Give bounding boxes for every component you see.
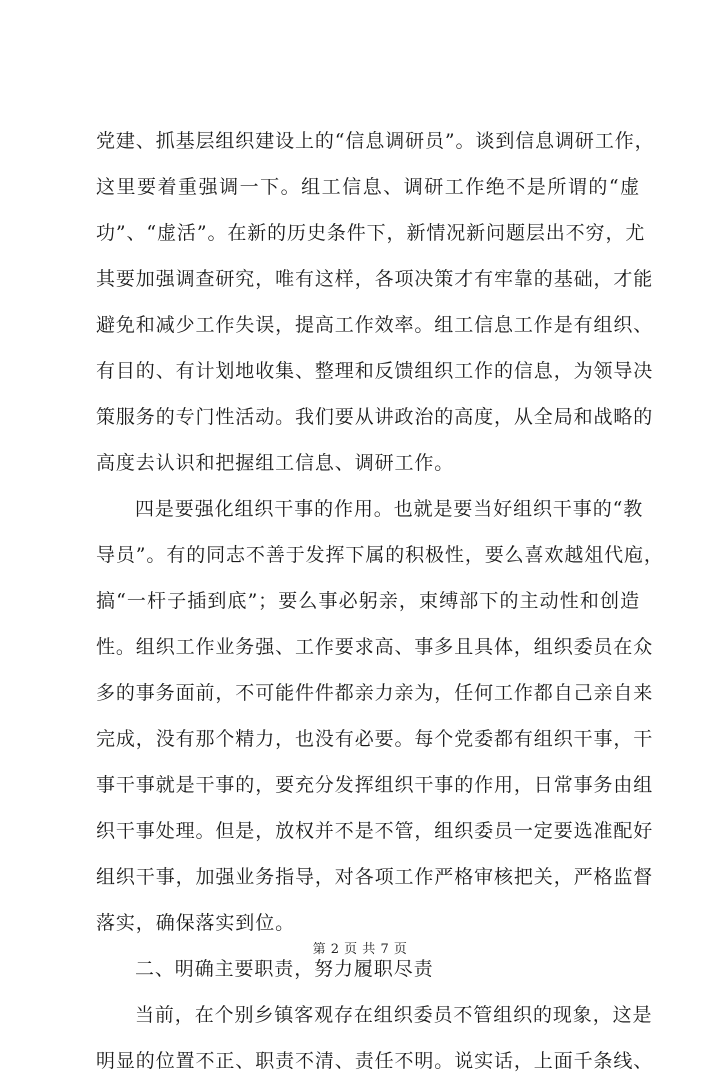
body-line: 明显的位置不正、职责不清、责任不明。说实话，上面千条线、 bbox=[96, 1050, 654, 1072]
body-line: 搞“一杆子插到底”；要么事必躬亲，束缚部下的主动性和创造 bbox=[96, 590, 640, 612]
body-line: 织干事处理。但是，放权并不是不管，组织委员一定要选准配好 bbox=[96, 820, 654, 842]
page-footer: 第 2 页 共 7 页 bbox=[312, 942, 408, 957]
body-line: 性。组织工作业务强、工作要求高、事多且具体，组织委员在众 bbox=[96, 636, 654, 658]
body-line: 策服务的专门性活动。我们要从讲政治的高度，从全局和战略的 bbox=[96, 406, 654, 428]
body-line: 有目的、有计划地收集、整理和反馈组织工作的信息，为领导决 bbox=[96, 360, 654, 382]
paragraph-start-line: 四是要强化组织干事的作用。也就是要当好组织干事的“教 bbox=[135, 498, 644, 520]
body-line: 事干事就是干事的，要充分发挥组织干事的作用，日常事务由组 bbox=[96, 774, 654, 796]
body-line: 这里要着重强调一下。组工信息、调研工作绝不是所谓的“虚 bbox=[96, 176, 640, 198]
section-heading: 二、明确主要职责，努力履职尽责 bbox=[135, 958, 434, 980]
body-line: 高度去认识和把握组工信息、调研工作。 bbox=[96, 452, 455, 474]
body-line: 落实，确保落实到位。 bbox=[96, 912, 296, 934]
paragraph-start-line: 当前，在个别乡镇客观存在组织委员不管组织的现象，这是 bbox=[135, 1004, 653, 1026]
body-line: 多的事务面前，不可能件件都亲力亲为，任何工作都自己亲自来 bbox=[96, 682, 654, 704]
body-line: 导员”。有的同志不善于发挥下属的积极性，要么喜欢越俎代庖， bbox=[96, 544, 664, 566]
body-line: 避免和减少工作失误，提高工作效率。组工信息工作是有组织、 bbox=[96, 314, 654, 336]
body-line: 组织干事，加强业务指导，对各项工作严格审核把关，严格监督 bbox=[96, 866, 654, 888]
body-line: 其要加强调查研究，唯有这样，各项决策才有牢靠的基础，才能 bbox=[96, 268, 654, 290]
body-line: 党建、抓基层组织建设上的“信息调研员”。谈到信息调研工作， bbox=[96, 130, 655, 152]
body-line: 完成，没有那个精力，也没有必要。每个党委都有组织干事，干 bbox=[96, 728, 654, 750]
body-line: 功”、“虚活”。在新的历史条件下，新情况新问题层出不穷，尤 bbox=[96, 222, 646, 244]
